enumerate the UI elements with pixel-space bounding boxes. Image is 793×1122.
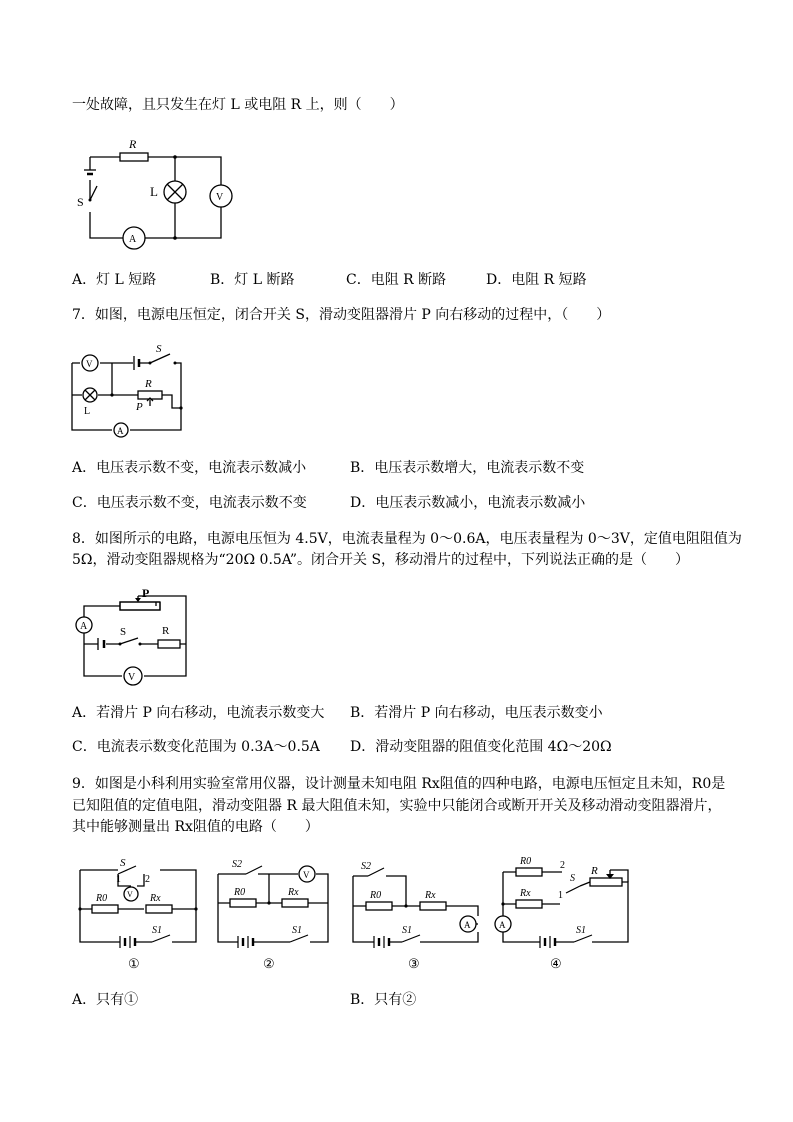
q9-option-b[interactable]: B．只有②: [350, 992, 417, 1008]
q6-option-d[interactable]: D．电阻 R 短路: [486, 272, 587, 288]
svg-text:S1: S1: [576, 925, 586, 936]
q8-option-c[interactable]: C．电流表示数变化范围为 0.3A～0.5A: [72, 739, 320, 755]
resistor-r0: [230, 899, 256, 907]
resistor-rx: [146, 905, 172, 913]
resistor-rx: [420, 902, 446, 910]
slider-p[interactable]: P: [136, 401, 143, 413]
q7-stem: 7．如图，电源电压恒定，闭合开关 S，滑动变阻器滑片 P 向右移动的过程中，（ ）: [72, 307, 611, 323]
circuit-number-2: ②: [263, 956, 275, 971]
q8-option-a[interactable]: A．若滑片 P 向右移动，电流表示数变大: [72, 705, 325, 721]
svg-text:S1: S1: [292, 925, 302, 936]
svg-text:L: L: [84, 406, 91, 417]
svg-text:R: R: [162, 625, 170, 637]
svg-text:Rx: Rx: [150, 893, 161, 904]
switch-s1[interactable]: [152, 935, 170, 942]
q8-option-b[interactable]: B．若滑片 P 向右移动，电压表示数变小: [350, 705, 603, 721]
q8-option-d[interactable]: D．滑动变阻器的阻值变化范围 4Ω～20Ω: [350, 739, 612, 755]
slider-p[interactable]: P: [142, 586, 150, 600]
q6-stem-tail: 一处故障，且只发生在灯 L 或电阻 R 上，则（ ）: [72, 97, 404, 113]
svg-text:V: V: [216, 192, 224, 203]
circuit-number-4: ④: [550, 956, 562, 971]
q9-option-a[interactable]: A．只有①: [72, 992, 139, 1008]
resistor-r0: [516, 868, 542, 876]
q9-stem-line2: 已知阻值的定值电阻，滑动变阻器 R 最大阻值未知，实验中只能闭合或断开开关及移动滑动变阻器滑片，: [72, 798, 722, 814]
svg-text:2: 2: [560, 860, 565, 871]
switch-s1[interactable]: [574, 935, 592, 942]
svg-text:A: A: [117, 426, 124, 436]
svg-text:S: S: [570, 873, 575, 884]
switch-s1[interactable]: [402, 935, 420, 942]
circuit-number-3: ③: [408, 956, 420, 971]
svg-text:S1: S1: [152, 925, 162, 936]
svg-text:S2: S2: [232, 859, 242, 870]
svg-text:A: A: [129, 234, 137, 245]
q7-option-a[interactable]: A．电压表示数不变，电流表示数减小: [72, 460, 307, 476]
q6-option-a[interactable]: A．灯 L 短路: [72, 272, 157, 288]
q8-stem-line1: 8．如图所示的电路，电源电压恒为 4.5V，电流表量程为 0～0.6A，电压表量程为 0～3V，定值电阻阻值为: [72, 531, 742, 547]
label-s: S: [77, 195, 84, 209]
svg-text:S: S: [120, 857, 126, 869]
switch-s2[interactable]: [246, 866, 262, 874]
svg-text:R0: R0: [370, 890, 382, 901]
resistor-r0: [92, 905, 118, 913]
circuit-3: [353, 861, 478, 971]
circuit-1: [78, 857, 197, 971]
svg-text:R0: R0: [96, 893, 108, 904]
svg-text:V: V: [127, 890, 133, 899]
svg-text:Rx: Rx: [288, 887, 299, 898]
svg-text:R: R: [591, 865, 598, 877]
q9-stem-line1: 9．如图是小科利用实验室常用仪器，设计测量未知电阻 Rx阻值的四种电路，电源电压恒定且未知，R0是: [72, 776, 726, 792]
svg-text:V: V: [86, 359, 93, 369]
svg-text:S: S: [156, 343, 162, 355]
resistor-r0: [366, 902, 392, 910]
switch-s[interactable]: [566, 886, 580, 893]
svg-text:S2: S2: [361, 861, 371, 872]
q6-option-b[interactable]: B．灯 L 断路: [210, 272, 295, 288]
q7-option-d[interactable]: D．电压表示数减小，电流表示数减小: [350, 495, 586, 511]
q7-option-c[interactable]: C．电压表示数不变，电流表示数不变: [72, 495, 307, 511]
svg-text:S1: S1: [402, 925, 412, 936]
svg-text:Rx: Rx: [520, 888, 531, 899]
svg-text:A: A: [464, 920, 471, 930]
circuit-number-1: ①: [128, 956, 140, 971]
svg-text:V: V: [128, 672, 136, 683]
q9-stem-line3: 其中能够测量出 Rx阻值的电路（ ）: [72, 819, 319, 835]
resistor-rx: [516, 900, 542, 908]
label-l: L: [150, 184, 158, 199]
switch-s1[interactable]: [290, 935, 308, 942]
svg-text:1: 1: [116, 874, 121, 885]
svg-text:V: V: [303, 870, 310, 880]
q8-stem-line2: 5Ω，滑动变阻器规格为“20Ω 0.5A”。闭合开关 S，移动滑片的过程中，下列说法正确的是（ ）: [72, 552, 690, 568]
svg-text:Rx: Rx: [425, 890, 436, 901]
svg-text:R0: R0: [234, 887, 246, 898]
svg-text:S: S: [120, 626, 127, 638]
circuit-2: [218, 859, 328, 971]
q7-option-b[interactable]: B．电压表示数增大，电流表示数不变: [350, 460, 585, 476]
svg-text:A: A: [499, 920, 506, 930]
q6-option-c[interactable]: C．电阻 R 断路: [346, 272, 447, 288]
circuit-4: [495, 856, 628, 971]
rheostat-r: [590, 878, 622, 886]
svg-text:R: R: [145, 378, 152, 390]
label-r: R: [129, 137, 137, 151]
svg-text:1: 1: [558, 890, 563, 901]
svg-text:R0: R0: [520, 856, 532, 867]
svg-text:A: A: [80, 621, 88, 632]
resistor-rx: [282, 899, 308, 907]
svg-text:2: 2: [145, 874, 150, 885]
